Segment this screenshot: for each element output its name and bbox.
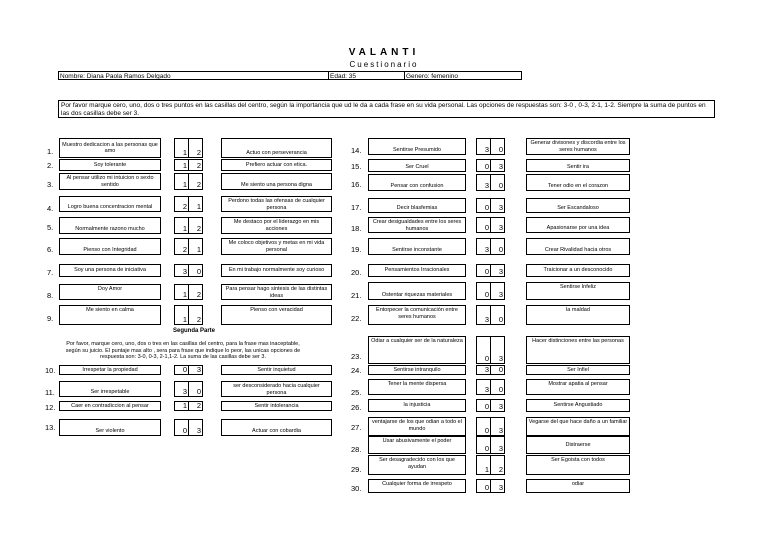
score-a-field[interactable]: 0 — [476, 198, 491, 213]
item-number: 8. — [47, 291, 54, 300]
score-a-field[interactable]: 0 — [476, 282, 491, 300]
statement-b: Ser Infiel — [526, 365, 630, 375]
statement-a: Ser Cruel — [368, 159, 466, 172]
score-a-field[interactable]: 3 — [476, 305, 491, 325]
score-a-field[interactable]: 3 — [174, 381, 189, 397]
statement-b: Sentir intolerancia — [221, 401, 332, 411]
statement-b: Me siento una persona digna — [221, 173, 332, 190]
gender-field: Genero: femenino — [404, 71, 522, 80]
score-b-field[interactable]: 3 — [188, 419, 203, 436]
item-number: 14. — [351, 146, 362, 155]
statement-a: Ser violento — [59, 419, 161, 436]
statement-b: Actuo con perseverancia — [221, 138, 332, 158]
statement-b: Mostrar apatia al pensar — [526, 379, 630, 395]
item-number: 16. — [351, 180, 362, 189]
item-number: 12. — [45, 403, 56, 412]
score-b-field[interactable]: 3 — [490, 479, 505, 493]
statement-b: Sentir ira — [526, 159, 630, 172]
statement-b: Generar divisones y discordia entre los seres humanos — [526, 138, 630, 155]
score-a-field[interactable]: 0 — [476, 336, 491, 364]
score-a-field[interactable]: 0 — [476, 399, 491, 412]
score-b-field[interactable]: 0 — [188, 381, 203, 397]
score-b-field[interactable]: 3 — [490, 336, 505, 364]
item-number: 11. — [45, 388, 55, 397]
item-number: 30. — [351, 484, 362, 493]
instructions: Por favor marque cero, uno, dos o tres puntos en las casillas del centro, según la importancia que ud le da a cada frase en su vida personal. Las opciones de respuestas son: 3-0 , 0-3, 2-1, 1-2. Siempre la suma de puntos en las dos casillas debe ser 3. — [58, 100, 715, 118]
score-b-field[interactable]: 1 — [188, 196, 203, 212]
score-a-field[interactable]: 1 — [174, 401, 189, 411]
statement-a: Soy tolerante — [59, 159, 161, 171]
item-number: 1. — [47, 147, 54, 156]
score-b-field[interactable]: 1 — [188, 238, 203, 255]
statement-b: Crear Rivalidad hacia otros — [526, 238, 630, 255]
statement-a: Sentirse inconstante — [368, 238, 466, 255]
score-b-field[interactable]: 3 — [490, 198, 505, 213]
item-number: 4. — [47, 204, 54, 213]
score-b-field[interactable]: 3 — [490, 217, 505, 233]
score-b-field[interactable]: 3 — [490, 159, 505, 172]
statement-a: ventajarse de los que odian a todo el mundo — [368, 417, 466, 436]
statement-a: Muestro dedicacion a las personas que amo — [59, 138, 161, 158]
statement-a: Entorpecer la comunicación entre seres humanos — [368, 305, 466, 325]
statement-a: Pensamientos Irracionales — [368, 264, 466, 277]
statement-b: Para pensar hago sintesis de las distintas ideas — [221, 284, 332, 300]
statement-a: Ser desagradecido con los que ayudan — [368, 455, 466, 475]
score-a-field[interactable]: 3 — [476, 174, 491, 191]
statement-a: Cualquier forma de irrespeto — [368, 479, 466, 493]
statement-a: Sentirse Presumido — [368, 138, 466, 155]
statement-a: Usar abusivamente el poder — [368, 436, 466, 454]
score-a-field[interactable]: 3 — [174, 264, 189, 277]
form-subtitle: Cuestionario — [349, 60, 419, 69]
score-a-field[interactable]: 0 — [174, 365, 189, 375]
score-a-field[interactable]: 0 — [174, 419, 189, 436]
item-number: 26. — [351, 403, 362, 412]
score-b-field[interactable]: 2 — [188, 217, 203, 234]
score-b-field[interactable]: 3 — [490, 399, 505, 412]
statement-b: Perdono todas las ofensas de cualquier persona — [221, 196, 332, 212]
statement-b: Ser Escandaloso — [526, 198, 630, 213]
score-b-field[interactable]: 0 — [490, 138, 505, 155]
score-a-field[interactable]: 0 — [476, 264, 491, 277]
statement-b: Traicionar a un desconocido — [526, 264, 630, 277]
score-a-field[interactable]: 1 — [476, 455, 491, 475]
statement-b: Pienso con veracidad — [221, 305, 332, 325]
statement-b: ser desconsiderado hacia cualquier persona — [221, 381, 332, 397]
statement-b: Actuar con cobardia — [221, 419, 332, 436]
statement-b: la maldad — [526, 305, 630, 325]
statement-a: la injusticia — [368, 399, 466, 412]
score-b-field[interactable]: 0 — [490, 305, 505, 325]
item-number: 19. — [351, 245, 362, 254]
item-number: 24. — [351, 366, 362, 375]
statement-b: Distraerse — [526, 436, 630, 454]
statement-b: Sentirse Angustiado — [526, 399, 630, 412]
form-title: VALANTI — [348, 47, 420, 58]
score-b-field[interactable]: 2 — [490, 455, 505, 475]
statement-a: Tener la mente dispersa — [368, 379, 466, 395]
score-b-field[interactable]: 3 — [490, 264, 505, 277]
statement-a: Crear desigualdades entre los seres humanos — [368, 217, 466, 233]
item-number: 27. — [351, 423, 362, 432]
item-number: 13. — [45, 423, 56, 432]
score-a-field[interactable]: 1 — [174, 305, 189, 325]
score-a-field[interactable]: 3 — [476, 379, 491, 395]
statement-b: Hacer distinciones entre las personas — [526, 336, 630, 364]
score-a-field[interactable]: 1 — [174, 217, 189, 234]
score-a-field[interactable]: 1 — [174, 284, 189, 300]
item-number: 10. — [45, 366, 56, 375]
part2-title: Segunda Parte — [173, 328, 216, 334]
statement-b: Sentir inquietud — [221, 365, 332, 375]
item-number: 2. — [47, 161, 54, 170]
score-b-field[interactable]: 2 — [188, 401, 203, 411]
score-a-field[interactable]: 3 — [476, 138, 491, 155]
statement-a: Irrespetar la propiedad — [59, 365, 161, 375]
score-a-field[interactable]: 0 — [476, 417, 491, 436]
score-a-field[interactable]: 0 — [476, 217, 491, 233]
item-number: 18. — [351, 224, 362, 233]
item-number: 7. — [47, 268, 54, 277]
statement-b: Me coloco objetivos y metas en mi vida personal — [221, 238, 332, 255]
score-b-field[interactable]: 0 — [490, 174, 505, 191]
statement-b: En mi trabajo normalmente soy curioso — [221, 264, 332, 277]
score-b-field[interactable]: 3 — [188, 365, 203, 375]
score-b-field[interactable]: 0 — [490, 238, 505, 255]
score-a-field[interactable]: 2 — [174, 196, 189, 212]
age-field: Edad: 35 — [328, 71, 405, 80]
statement-a: Normalmente razono mucho — [59, 217, 161, 234]
score-a-field[interactable]: 3 — [476, 238, 491, 255]
item-number: 5. — [47, 223, 54, 232]
score-a-field[interactable]: 3 — [476, 365, 491, 375]
statement-a: Soy una persona de iniciativa — [59, 264, 161, 277]
item-number: 3. — [47, 180, 54, 189]
item-number: 6. — [47, 245, 54, 254]
score-b-field[interactable]: 2 — [188, 173, 203, 190]
statement-a: Doy Amor — [59, 284, 161, 300]
statement-b: Sentirse Infeliz — [526, 282, 630, 300]
item-number: 29. — [351, 465, 362, 474]
score-b-field[interactable]: 2 — [188, 284, 203, 300]
item-number: 28. — [351, 445, 362, 454]
score-b-field[interactable]: 2 — [188, 159, 203, 171]
score-b-field[interactable]: 2 — [188, 138, 203, 158]
score-b-field[interactable]: 3 — [490, 436, 505, 454]
statement-b: Ser Egoista con todos — [526, 455, 630, 475]
score-a-field[interactable]: 0 — [476, 159, 491, 172]
score-a-field[interactable]: 1 — [174, 173, 189, 190]
score-b-field[interactable]: 2 — [188, 305, 203, 325]
score-b-field[interactable]: 0 — [490, 379, 505, 395]
statement-b: Tener odio en el corazon — [526, 174, 630, 191]
statement-a: Caer en contradiccion al pensar — [59, 401, 161, 411]
item-number: 9. — [47, 314, 54, 323]
item-number: 25. — [351, 388, 362, 397]
item-number: 21. — [351, 291, 362, 300]
item-number: 22. — [351, 314, 362, 323]
name-field: Nombre: Diana Paola Ramos Delgado — [58, 71, 329, 80]
statement-a: Sentirse intranquilo — [368, 365, 466, 375]
statement-b: odiar — [526, 479, 630, 493]
item-number: 23. — [351, 352, 362, 361]
statement-a: Ser irrespetable — [59, 381, 161, 397]
score-b-field[interactable]: 3 — [490, 417, 505, 436]
item-number: 20. — [351, 268, 362, 277]
statement-b: Prefiero actuar con etica. — [221, 159, 332, 171]
statement-b: Apasionarse por una idea — [526, 217, 630, 233]
score-a-field[interactable]: 1 — [174, 138, 189, 158]
score-b-field[interactable]: 0 — [188, 264, 203, 277]
score-a-field[interactable]: 2 — [174, 238, 189, 255]
score-a-field[interactable]: 0 — [476, 436, 491, 454]
statement-a: Logro buena concentracion mental — [59, 196, 161, 212]
statement-a: Decir blasfemias — [368, 198, 466, 213]
statement-b: Vegarse del que hace daño a un familiar — [526, 417, 630, 436]
score-a-field[interactable]: 0 — [476, 479, 491, 493]
statement-a: Ostentar riquezas materiales — [368, 282, 466, 300]
statement-a: Me siento en calma — [59, 305, 161, 325]
statement-a: Odiar a cualquier ser de la naturaleza — [368, 336, 466, 364]
score-b-field[interactable]: 3 — [490, 282, 505, 300]
part2-instructions: Por favor, marque cero, uno, dos o tres en las casillas del centro, para la frase mas inaceptable, según su juicio. El puntaje mas alto , sera para frase que indique lo peor, las unicas opciones de respuesta son: 3-0, 0-3, 2-1,1-2. La suma de las casillas debe ser 3. — [65, 341, 301, 360]
score-b-field[interactable]: 0 — [490, 365, 505, 375]
score-a-field[interactable]: 1 — [174, 159, 189, 171]
statement-a: Pienso con Integridad — [59, 238, 161, 255]
statement-a: Pensar con confusion — [368, 174, 466, 191]
item-number: 17. — [351, 203, 362, 212]
item-number: 15. — [351, 162, 362, 171]
statement-a: Al pensar utilizo mi intuicion o sexto sentido — [59, 173, 161, 190]
statement-b: Me destaco por el liderazgo en mis acciones — [221, 217, 332, 234]
